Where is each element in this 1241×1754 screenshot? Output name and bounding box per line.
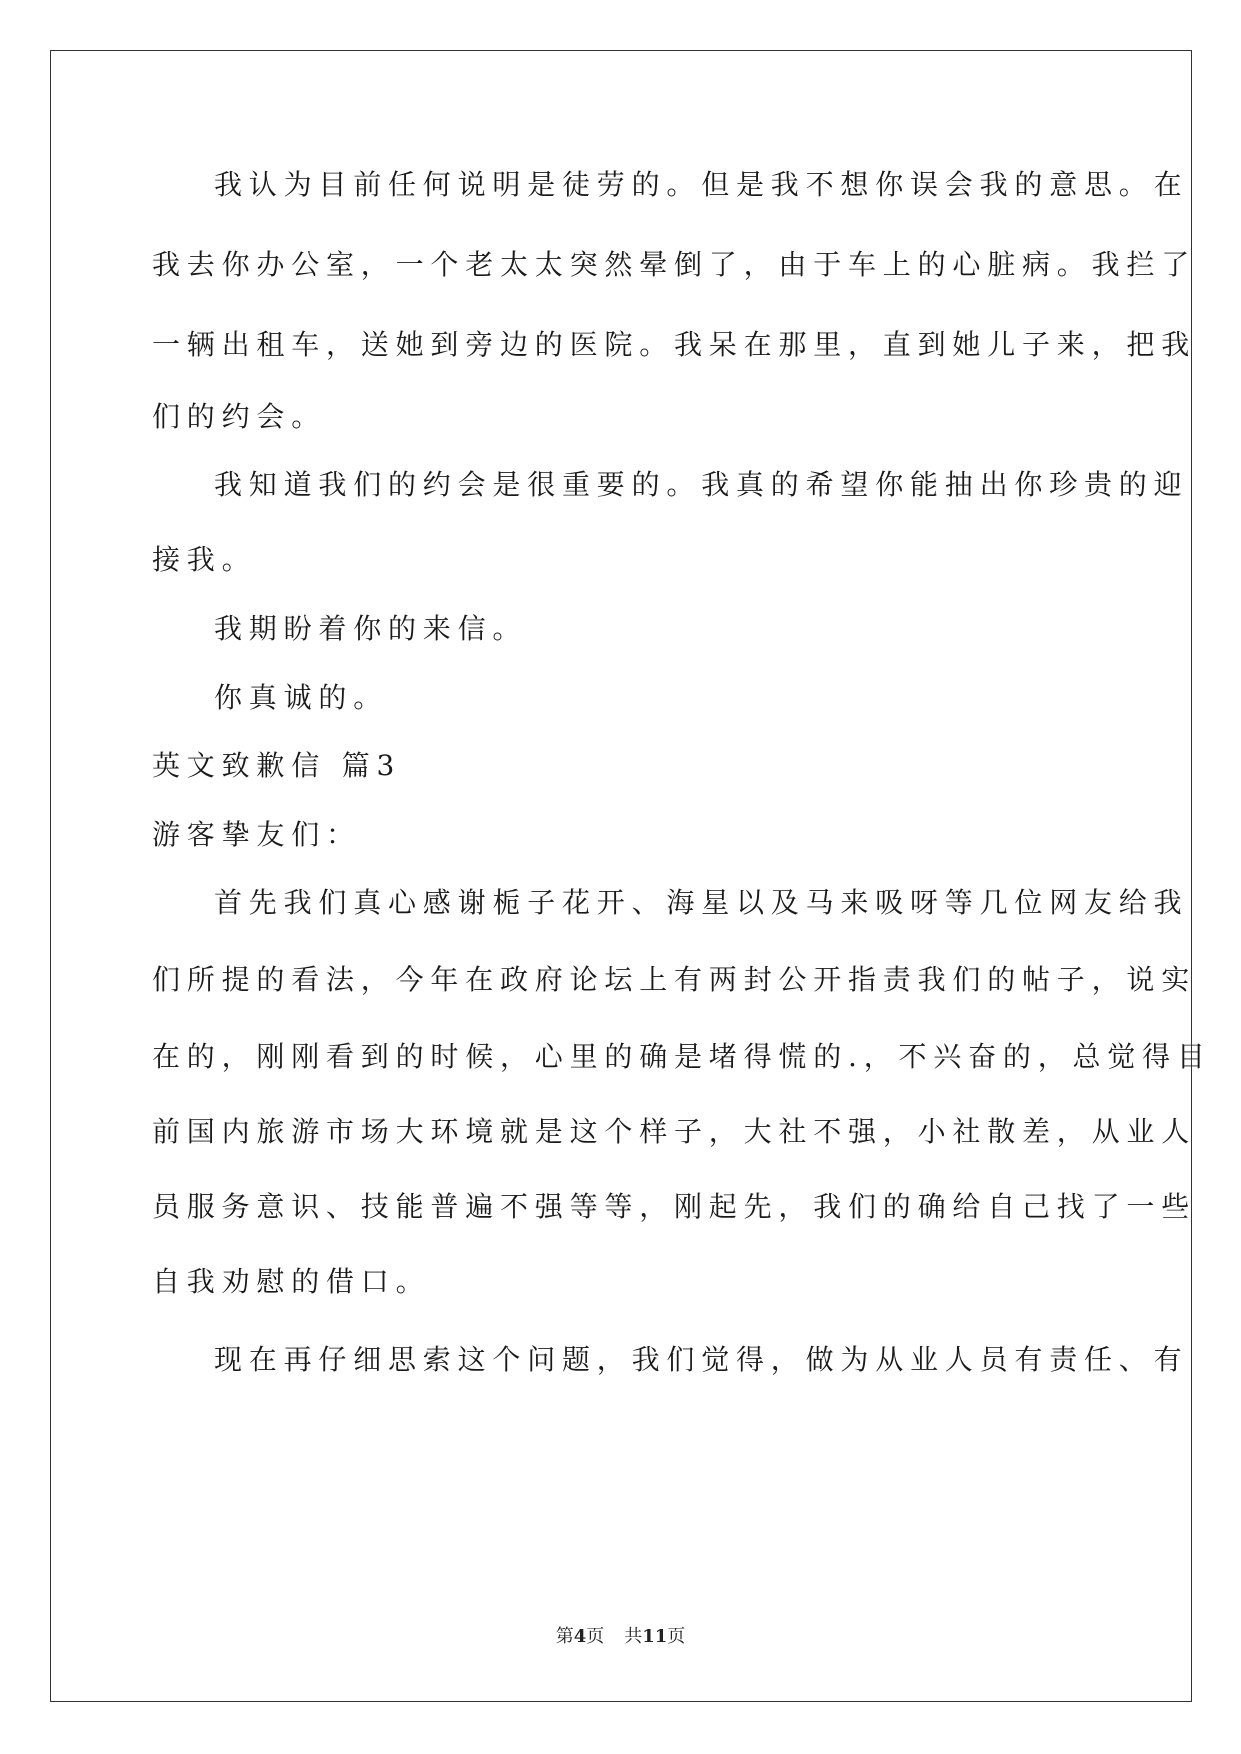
text-line: 我去你办公室，一个老太太突然晕倒了，由于车上的心脏病。我拦了 <box>152 248 1197 281</box>
total-page-number: 11 <box>642 1626 668 1647</box>
text-line: 我期盼着你的来信。 <box>214 612 528 645</box>
text-line: 我认为目前任何说明是徒劳的。但是我不想你误会我的意思。在 <box>214 168 1189 201</box>
current-page-number: 4 <box>573 1626 587 1647</box>
text-line: 接我。 <box>152 543 257 576</box>
text-line: 自我劝慰的借口。 <box>152 1265 431 1298</box>
section-heading: 英文致歉信 篇3 <box>152 749 402 782</box>
page-footer <box>0 1622 1241 1648</box>
text-line: 现在再仔细思索这个问题，我们觉得，做为从业人员有责任、有 <box>214 1343 1189 1376</box>
text-line: 你真诚的。 <box>214 681 389 714</box>
text-line: 员服务意识、技能普遍不强等等，刚起先，我们的确给自己找了一些 <box>152 1190 1197 1223</box>
text-line: 们的约会。 <box>152 400 327 433</box>
footer-prefix: 第 <box>555 1626 574 1647</box>
page-border <box>50 50 1192 1702</box>
text-line: 首先我们真心感谢栀子花开、海星以及马来吸呀等几位网友给我 <box>214 886 1189 919</box>
footer-total-prefix: 共 <box>624 1626 643 1647</box>
text-line: 在的，刚刚看到的时候，心里的确是堵得慌的.，不兴奋的，总觉得目 <box>152 1040 1212 1073</box>
text-line: 一辆出租车，送她到旁边的医院。我呆在那里，直到她儿子来，把我 <box>152 328 1197 361</box>
text-line: 们所提的看法，今年在政府论坛上有两封公开指责我们的帖子，说实 <box>152 963 1197 996</box>
footer-page-label: 页 <box>586 1626 605 1647</box>
footer-total-suffix: 页 <box>667 1626 686 1647</box>
salutation: 游客挚友们： <box>152 818 361 851</box>
text-line: 前国内旅游市场大环境就是这个样子，大社不强，小社散差，从业人 <box>152 1115 1197 1148</box>
text-line: 我知道我们的约会是很重要的。我真的希望你能抽出你珍贵的迎 <box>214 468 1189 501</box>
